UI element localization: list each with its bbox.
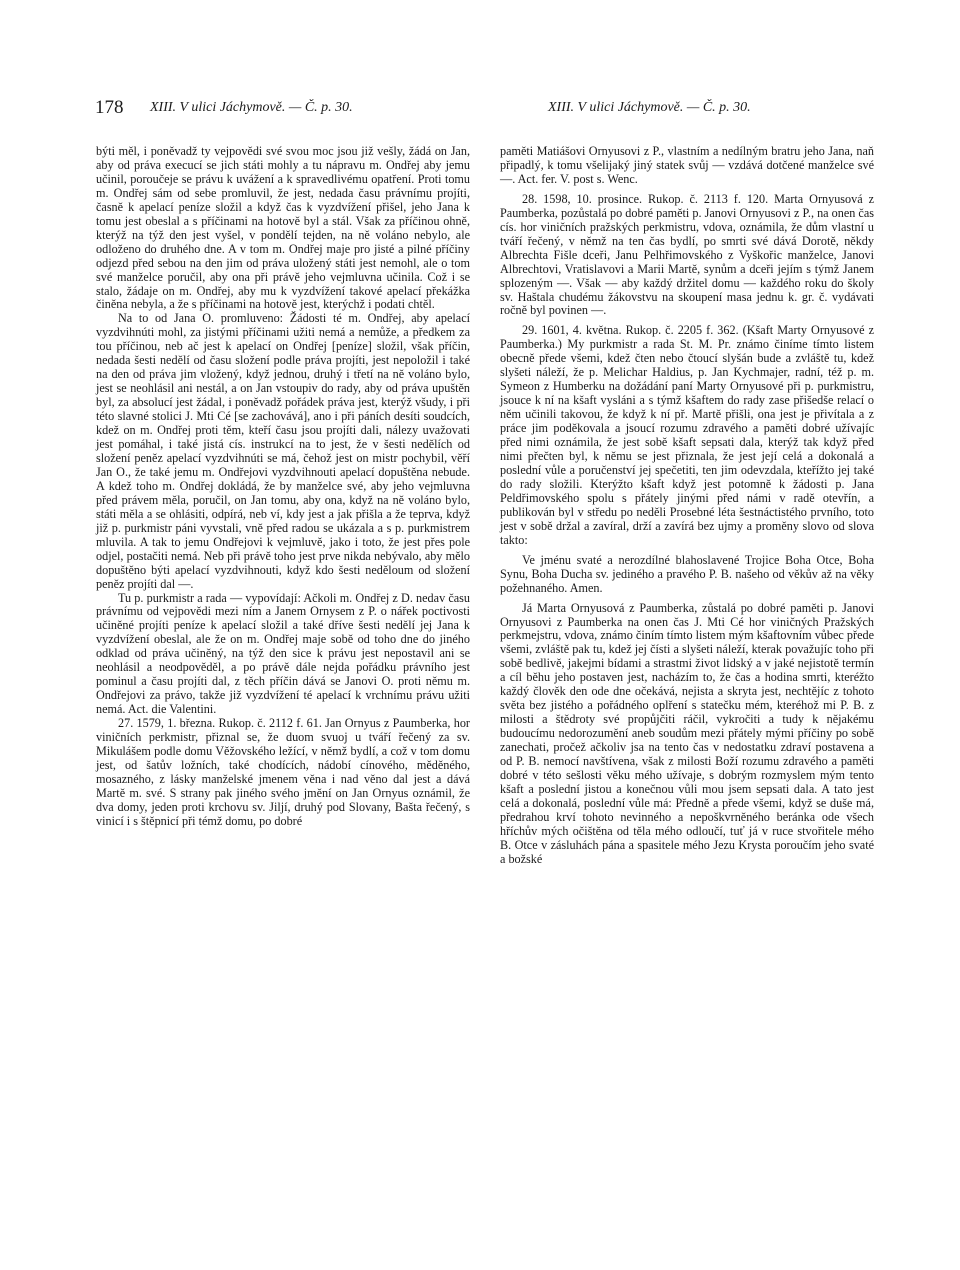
paragraph: Na to od Jana O. promluveno: Žádosti té m. Ondřej, aby apelací vyzdvihnúti mohl, za jistými příčinami užiti nemá a nemůže, a předkem za tou příčinou, neb ač jest k apelací on Ondřej [peníze] složil, však příčin, nedada šesti nedělí od času složení podle práva projíti, jest nepoložil i také na den od práva jim vložený, když jednou, druhý i třetí na ně voláno bylo, jest se neohlásil ani nestál, a on Jan vstoupiv do rady, aby od práva upuštěn byl, za absolucí jest žádal, i poněvadž pořádek práva jest, kterýž všudy, i při této slavné stolici J. Mti Cé [se zachovává], ano i při páních desíti soudcích, kdež on m. Ondřej proti těm, kteří času jsou projíti dali, nálezy uvažovati jest pomáhal, i také jistá cís. instrukcí na to jest, že v šesti nedělích od složení peněz apelací vyzdvihnúti se má, čehož jest on mistr pochybil, věří Jan O., že také jemu m. Ondřejovi vyzdvihnouti apelací dopuštěna nebude. A kdež toho m. Ondřej dokládá, že by manželce své, aby jeho vejmluvna před právem měla, poručil, on Jan tomu, aby ona, když na ně voláno bylo, státi měla a se ohlásiti, odpírá, neb ví, kdy jest a jak přišla a že teprva, když již p. purkmistr páni vyvstali, vně před radou se ukázala a s p. purkmistrem mluvila. A tak to jemu Ondřejovi k vejmluvě, jako i toto, že jest přes pole odjel, postačiti nemá. Neb při právě toho jest prve nikda nebývalo, aby mělo dopuštěno býti apelací vyzdvihnouti, když kdo šesti neděloum od složení peněz projíti dal —. [96,311,470,591]
paragraph: Já Marta Ornyusová z Paumberka, zůstalá po dobré paměti p. Janovi Ornyusovi z Paumberka na onen čas J. Mti Cé hor viničných Pražských perkmejstru, vdova, známo činím tímto listem mým kšaftovním vůbec přede všemi, zvláště pak tu, kdež jej čísti a slyšeti náleží, kterak považujíc toho při sobě bedlivě, jakejmi bídami a strastmi život lidský a v jaké nejistotě termín a cíl běhu jeho postaven jest, nacházím to, že čas a hodina smrti, kteréžto každý člověk den ode dne očekává, nejista a skryta jest, nechtějíc z tohoto světa bez jistého a pořádného oplření s statečku mém, kteréhož mi P. B. z milosti a štědroty své propůjčiti ráčil, vykročiti a tudy k nějakému budoucímu nedorozumění aneb soudům mezi přátely mými příčiny po sobě zanechati, pročež ačkoliv jsa na tento čas v nedostatku zdraví postavena a od P. B. nemocí navštívena, však z milosti Boží rozumu zdravého a paměti dobré v této sešlosti věku mého užívaje, s dobrým rozmyslem mým tento kšaft a poslední jistou a konečnou vůli mou jsem sepsati dala. A tato jest celá a dokonalá, poslední vůle má: Předně a přede všemi, když se duše má, předrahou krví tohoto nevinného a nepoškvrněného beránka ode všech hříchův mých očištěna od těla mého odloučí, tuť já v ruce stvořitele mého B. Otce v zásluhách pána a spasitele mého Jezu Krysta poroučím jeho svaté a božské [500,600,874,866]
paragraph: Tu p. purkmistr a rada — vypovídají: Ačkoli m. Ondřej z D. nedav času právnímu od vejpovědi mezi ním a Janem Ornysem z P. o nářek poctivosti učiněné projíti peníze k apelací složil a také dříve šesti nedělí jej Jana k vyzdvížení obeslal, ale že on m. Ondřej maje sobě od toho dne do jiného odklad od práva učiněný, na týž den sice k právu jest nepostavil ani se neohlásil a neodpověděl, a po právě dále nejda pořádku právního jest pominul a času projíti dal, z těch příčin dává se Janovi O. proti němu m. Ondřejovi za právo, takže již vyzdvížení té apelací k vrchnímu právu užiti nemá. Act. die Valentini. [96,590,470,717]
paragraph: 29. 1601, 4. května. Rukop. č. 2205 f. 362. (Kšaft Marty Ornyusové z Paumberka.) My purkmistr a rada St. M. Pr. známo činíme tímto listem obecně přede všemi, kdež čten nebo čtoucí slyšán bude a zvláště tu, kdež slyšeti náleží, že p. Melichar Haldius, p. Jan Kychmajer, radní, též p. m. Symeon z Humberku na dožádání paní Marty Ornyusové při p. purkmistru, jsouce k ní na kšaft vysláni a s týmž kšaftem do rady zase přišedše relací o něm učinili takovou, že když k ní př. Martě přišli, ona jest je přivítala a z práce jim poděkovala a jsoucí rozumu zdravého a paměti dobré užívajíc před nimi oznámila, že jest sobě kšaft sepsati dala, kterýž tak když před nimi přečten byl, k němu se jest přiznala, že jest její celá a dokonalá a poslední vůle a poručenství jej spečetiti, ten jim odevzdala, kteřížto jej také do rady složili. Kterýžto kšaft když jest potomně k žádosti p. Jana Peldřimovského spolu s přátely jinými před námi v radě otevřín, a publikován byl v středu po neděli Prosebné léta šestnáctistého prvního, toto jest v sobě držal a zavíral, drží a zavírá bez ujmy a proměny slovo od slova takto: [500,323,874,547]
paragraph: 28. 1598, 10. prosince. Rukop. č. 2113 f. 120. Marta Ornyusová z Paumberka, pozůstalá po dobré paměti p. Janovi Ornyusovi z P., na onen čas cís. hor viničních pražských perkmistru, vdova, oznámila, že dům vlastní u tváří řečený, v němž na ten čas bydlí, po smrti své dává Dorotě, někdy Albrechta Fišle dceři, Janu Pelhřimovského z Vyškořic manželce, Janovi Albrechtovi, Vratislavovi a Marii Martě, synům a dceři jejím s týmž Janem splozeným —. Však — aby každý držitel domu — každého roku do školy sv. Haštala chudému žákovstvu na skoupení masa jednu k. gr. č. vydávati ročně byl povinen —. [500,191,874,318]
right-column [500,145,874,867]
running-head-right: XIII. V ulici Jáchymově. — Č. p. 30. [548,100,751,115]
paragraph: býti měl, i poněvadž ty vejpovědi své svou moc jsou již vešly, žádá on Jan, aby od práva execucí se jich státi mohly a tu nápravu m. Ondřej aby jemu učinil, poroučeje se právu k uvážení a k spravedlivému opatření. Proti tomu m. Ondřej sám od sebe promluvil, že jest, nedada času právnímu projíti, časně k apelací peníze složil a když čas k vyzdvížení přišel, jeho Jana k tomu jest obeslal a s příčinami na hotově byl a stál. Však za příčinou ohně, kterýž na týž den jest vyšel, v pondělí tejden, na ně voláno nebylo, ale odloženo do druhého dne. A v tom m. Ondřej maje pro jisté a pilné příčiny odjezd před sebou na den jim od práva uložený státi jest nemohl, ale o tom své manželce poručil, aby ona při právě jeho vejmluvna učinila. Což i se stalo, žádaje on m. Ondřej, aby mu k vyzdvížení takové apelací překážka činěna nebyla, a že s příčinami na hotově jest, kterýchž i podati chtěl. [96,144,470,312]
paragraph: Ve jménu svaté a nerozdílné blahoslavené Trojice Boha Otce, Boha Synu, Boha Ducha sv. jediného a pravého P. B. našeho od věkův až na věky požehnaného. Amen. [500,552,874,595]
left-column [96,145,470,829]
paragraph: 27. 1579, 1. března. Rukop. č. 2112 f. 61. Jan Ornyus z Paumberka, hor viničních perkmistr, přiznal se, že duom svuoj u tváří řečený za sv. Mikulášem podle domu Věžovského ležící, v němž bydlí, a což v tom domu jest, od šatův ložních, také chodících, nádobí cínového, měděného, mosazného, z lásky manželské jmenem věna i nad věno dal jest a dává Martě m. své. S strany pak jiného svého jmění on Jan Ornyus oznámil, že dva domy, jeden proti krchovu sv. Jiljí, druhý pod Slovany, Bašta řečený, s vinicí i s štěpnicí při témž domu, po dobré [96,716,470,828]
running-head-left: XIII. V ulici Jáchymově. — Č. p. 30. [150,100,353,115]
paragraph: paměti Matiášovi Ornyusovi z P., vlastním a nedílným bratru jeho Jana, naň připadlý, k tomu všelijaký jiný statek svůj — vzdává dotčené manželce své —. Act. fer. V. post s. Wenc. [500,144,874,186]
page-number: 178 [95,97,124,118]
